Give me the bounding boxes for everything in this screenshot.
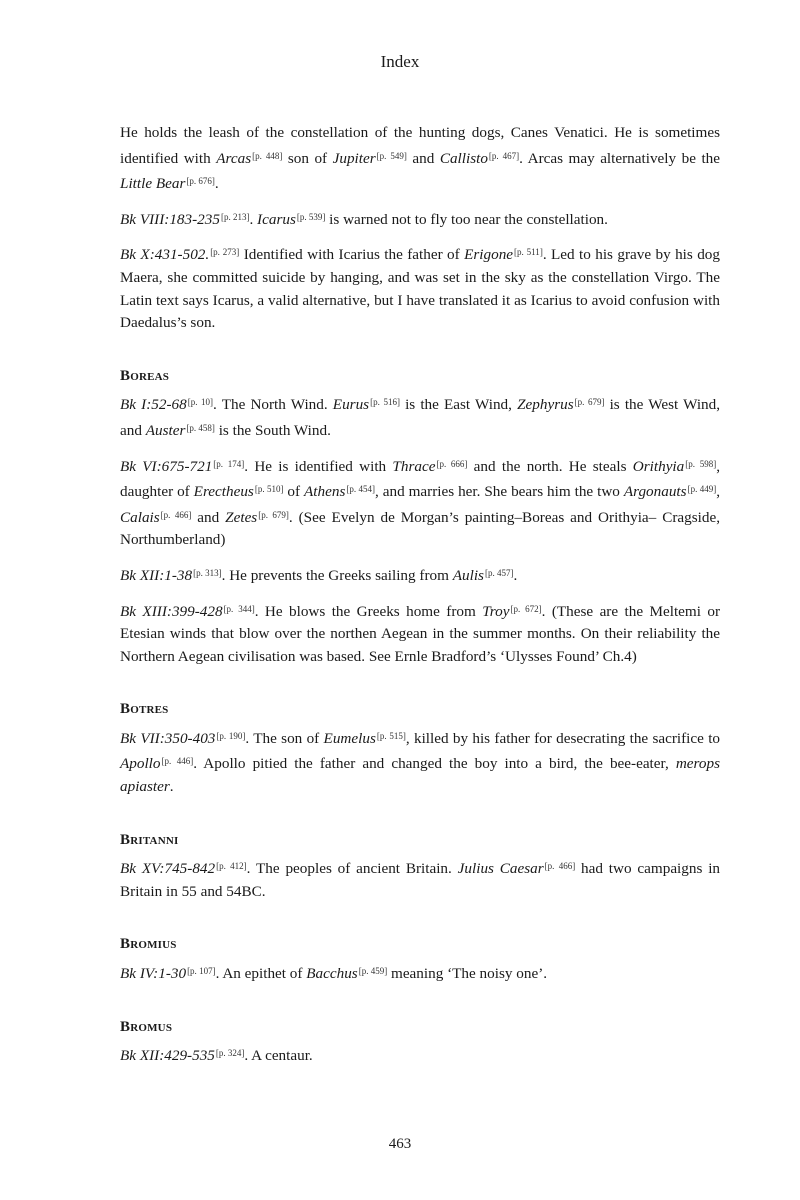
text: . The North Wind. xyxy=(213,396,333,414)
page-reference[interactable]: [p. $^{213}$ ] xyxy=(221,212,250,222)
entry-heading-bromus: Bromus xyxy=(120,1018,173,1035)
entry-paragraph xyxy=(120,562,720,588)
page-reference[interactable]: [p. $^{273}$ ] xyxy=(210,247,239,257)
cross-reference-link[interactable]: Athens xyxy=(304,483,346,501)
text: , daughter of xyxy=(120,457,721,501)
page-reference[interactable]: [p. $^{344}$ ] xyxy=(224,604,255,614)
text: , and marries her. She bears him the two xyxy=(375,483,624,501)
text: . He is identified with xyxy=(244,457,393,475)
cross-reference-link[interactable]: Zephyrus xyxy=(517,396,574,414)
page-number: 463 xyxy=(388,1136,412,1152)
entry-paragraph xyxy=(120,453,720,552)
book-reference-link[interactable]: Bk X:431-502. xyxy=(120,246,210,264)
text: of xyxy=(283,483,305,501)
text: is the South Wind. xyxy=(214,421,331,439)
text: . An epithet of xyxy=(215,965,307,983)
text: . (These are the Meltemi or Etesian winds that blow over the northen Aegean in the summer months. On their reliability the Northern Aegean civilisation was based. See Ernle Bradford’s ‘Ulysses Found’ Ch.4) xyxy=(120,602,721,665)
text: . xyxy=(249,210,258,228)
page-reference[interactable]: [p. $^{511}$ ] xyxy=(514,247,543,257)
cross-reference-link[interactable]: Zetes xyxy=(225,508,258,526)
cross-reference-link[interactable]: Eurus xyxy=(332,396,370,414)
cross-reference-link[interactable]: Eumelus xyxy=(323,729,376,747)
entry-heading-boreas: Boreas xyxy=(120,367,170,384)
book-reference-link[interactable]: Bk VIII:183-235 xyxy=(120,210,220,228)
page-reference[interactable]: [p. $^{510}$ ] xyxy=(255,484,284,494)
text: and xyxy=(191,508,226,526)
page-reference[interactable]: [p. $^{549}$ ] xyxy=(377,151,407,161)
page-reference[interactable]: [p. $^{459}$ ] xyxy=(359,966,388,976)
text: . The peoples of ancient Britain. xyxy=(246,860,458,878)
text: . He prevents the Greeks sailing from xyxy=(221,566,453,584)
entry-paragraph xyxy=(120,391,720,442)
page-reference[interactable]: [p. $^{458}$ ] xyxy=(186,423,215,433)
cross-reference-link[interactable]: Callisto xyxy=(439,149,488,167)
page-reference[interactable]: [p. $^{515}$ ] xyxy=(377,731,406,741)
cross-reference-link[interactable]: Auster xyxy=(145,421,186,439)
cross-reference-link[interactable]: Arcas xyxy=(216,149,252,167)
species-name: merops apiaster xyxy=(120,755,720,796)
entry-heading-botres: Botres xyxy=(120,701,169,718)
page-reference[interactable]: [p. $^{324}$ ] xyxy=(216,1048,245,1058)
entry-paragraph xyxy=(120,1042,720,1068)
cross-reference-link[interactable]: Aulis xyxy=(452,566,484,584)
page-reference[interactable]: [p. $^{467}$ ] xyxy=(489,151,519,161)
cross-reference-link[interactable]: Calais xyxy=(120,508,160,526)
entry-paragraph xyxy=(120,960,720,986)
page-reference[interactable]: [p. $^{539}$ ] xyxy=(297,212,326,222)
book-reference-link[interactable]: Bk XII:429-535 xyxy=(120,1047,215,1065)
text: . Arcas may alternatively be the xyxy=(519,149,721,167)
book-reference-link[interactable]: Bk IV:1-30 xyxy=(120,965,187,983)
entry-paragraph xyxy=(120,206,720,232)
page-reference[interactable]: [p. $^{448}$ ] xyxy=(252,151,282,161)
text: . A centaur. xyxy=(244,1047,313,1065)
text: and xyxy=(406,149,440,167)
page-reference[interactable]: [p. $^{313}$ ] xyxy=(193,568,222,578)
book-reference-link[interactable]: Bk XIII:399-428 xyxy=(120,602,223,620)
cross-reference-link[interactable]: Icarus xyxy=(257,210,296,228)
entry-paragraph xyxy=(120,241,720,334)
text: . Apollo pitied the father and changed the boy into a bird, the bee-eater, xyxy=(193,755,676,773)
page-reference[interactable]: [p. $^{672}$ ] xyxy=(511,604,542,614)
text: . Led to his grave by his dog Maera, she committed suicide by hanging, and was set in the sky as the constellation Virgo. The Latin text says Icarus, a valid alternative, but I have translated it as Icarius to avoid confusion with Daedalus’s son. xyxy=(120,246,720,332)
book-reference-link[interactable]: Bk VI:675-721 xyxy=(120,457,213,475)
text: . (See Evelyn de Morgan’s painting–Boreas and Orithyia– Cragside, Northumberland) xyxy=(120,508,720,549)
book-reference-link[interactable]: Bk I:52-68 xyxy=(120,396,187,414)
entry-paragraph xyxy=(120,725,720,799)
page-reference[interactable]: [p. $^{174}$ ] xyxy=(213,459,244,469)
cross-reference-link[interactable]: Erectheus xyxy=(193,483,254,501)
entry-heading-britanni: Britanni xyxy=(120,831,179,848)
text: is warned not to fly too near the constellation. xyxy=(325,210,608,228)
text: son of xyxy=(282,149,333,167)
text: . The son of xyxy=(245,729,324,747)
text: . xyxy=(214,175,219,193)
text: , xyxy=(716,483,721,501)
page-reference[interactable]: [p. $^{449}$ ] xyxy=(688,484,717,494)
text: is the East Wind, xyxy=(399,396,518,414)
page-reference[interactable]: [p. $^{446}$ ] xyxy=(162,756,194,766)
index-content xyxy=(120,122,720,1078)
page-reference[interactable]: [p. $^{466}$ ] xyxy=(161,510,192,520)
cross-reference-link[interactable]: Thrace xyxy=(392,457,436,475)
cross-reference-link[interactable]: Orithyia xyxy=(632,457,685,475)
cross-reference-link[interactable]: Jupiter xyxy=(332,149,376,167)
running-head: Index xyxy=(380,52,420,71)
entry-paragraph xyxy=(120,855,720,903)
cross-reference-link[interactable]: Bacchus xyxy=(306,965,358,983)
page-reference[interactable]: [p. $^{10}$ ] xyxy=(188,397,213,407)
book-reference-link[interactable]: Bk XII:1-38 xyxy=(120,566,193,584)
cross-reference-link[interactable]: Apollo xyxy=(120,755,161,773)
page-reference[interactable]: [p. $^{598}$ ] xyxy=(685,459,716,469)
text: He holds the leash of the constellation of the hunting dogs, Canes Venatici. He is sometimes identified with xyxy=(120,124,720,167)
entry-paragraph xyxy=(120,122,720,196)
cross-reference-link[interactable]: Argonauts xyxy=(623,483,687,501)
page-reference[interactable]: [p. $^{107}$ ] xyxy=(187,966,216,976)
page-reference[interactable]: [p. $^{466}$ ] xyxy=(545,861,576,871)
cross-reference-link[interactable]: Erigone xyxy=(464,246,514,264)
page-reference[interactable]: [p. $^{516}$ ] xyxy=(370,397,400,407)
entry-paragraph xyxy=(120,598,720,669)
text: . xyxy=(169,778,174,796)
book-reference-link[interactable]: Bk VII:350-403 xyxy=(120,729,216,747)
cross-reference-link[interactable]: Little Bear xyxy=(120,175,186,193)
text: , killed by his father for desecrating the sacrifice to xyxy=(405,729,721,747)
page-reference[interactable]: [p. $^{679}$ ] xyxy=(258,510,289,520)
text: is the West Wind, and xyxy=(120,396,721,439)
text: and the north. He steals xyxy=(467,457,633,475)
page-reference[interactable]: [p. $^{676}$ ] xyxy=(186,176,215,186)
page-reference[interactable]: [p. $^{190}$ ] xyxy=(216,731,245,741)
page-reference[interactable]: [p. $^{679}$ ] xyxy=(575,397,605,407)
text: had two campaigns in Britain in 55 and 54BC. xyxy=(120,860,721,900)
text: meaning ‘The noisy one’. xyxy=(387,965,548,983)
entry-heading-bromius: Bromius xyxy=(120,936,177,953)
text: Identified with Icarius the father of xyxy=(239,246,465,264)
page-reference[interactable]: [p. $^{666}$ ] xyxy=(436,459,467,469)
text: . He blows the Greeks home from xyxy=(254,602,483,620)
cross-reference-link[interactable]: Julius Caesar xyxy=(457,860,544,878)
page-reference[interactable]: [p. $^{457}$ ] xyxy=(485,568,514,578)
page-reference[interactable]: [p. $^{454}$ ] xyxy=(346,484,375,494)
book-reference-link[interactable]: Bk XV:745-842 xyxy=(120,860,216,878)
text: . xyxy=(513,566,518,584)
page-reference[interactable]: [p. $^{412}$ ] xyxy=(216,861,247,871)
cross-reference-link[interactable]: Troy xyxy=(482,602,510,620)
